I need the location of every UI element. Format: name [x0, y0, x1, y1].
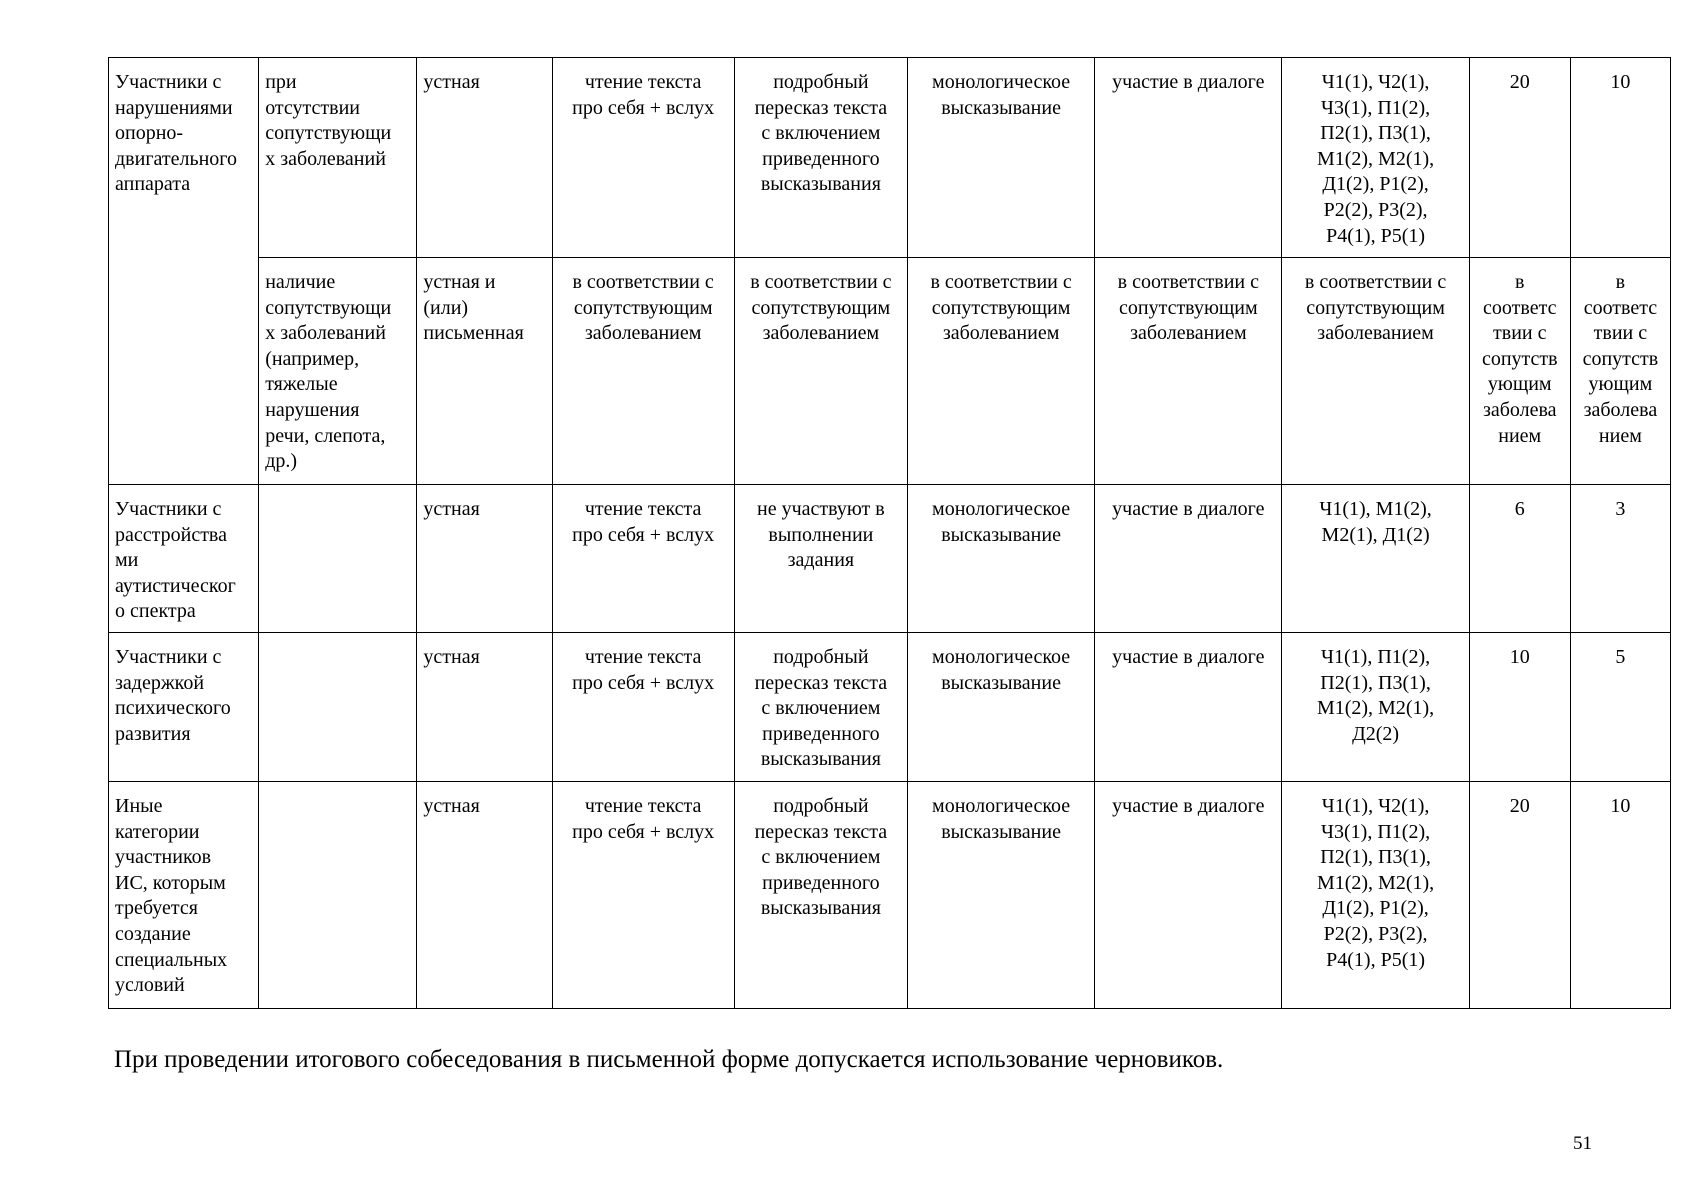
- cell-text-line: нием: [1598, 424, 1642, 447]
- cell-text-line: про себя + вслух: [572, 523, 715, 546]
- dialogue-cell: [1095, 782, 1282, 1009]
- cell-text-line: специальных: [115, 948, 228, 971]
- cell-text-line: участие в диалоге: [1112, 646, 1265, 668]
- cell-text-line: сопутствующим: [751, 296, 891, 319]
- cell-text-line: Д2(2): [1352, 722, 1400, 745]
- cell-text-line: х заболеваний: [265, 147, 386, 170]
- cell-text-line: условий: [115, 974, 185, 997]
- cell-text-line: Ч3(1), П1(2),: [1321, 96, 1431, 119]
- cell-text-line: развития: [115, 722, 191, 745]
- max-score-cell: [1469, 782, 1570, 1009]
- retelling-cell: [734, 485, 907, 633]
- cell-text-line: речи, слепота,: [265, 424, 386, 447]
- retelling-cell: [734, 58, 907, 258]
- cell-text-line: (например,: [265, 347, 360, 370]
- cell-text-line: Участники с: [115, 71, 222, 93]
- cell-text-line: требуется: [115, 897, 198, 920]
- cell-text-line: ующим: [1487, 373, 1552, 396]
- retelling-cell: [734, 633, 907, 782]
- cell-text-line: Ч1(1), П1(2),: [1321, 646, 1431, 668]
- reading-cell: [552, 633, 734, 782]
- drafts-note: При проведении итогового собеседования в письменной форме допускается использование черновиков.: [114, 1046, 1224, 1073]
- cell-text-line: высказывания: [760, 748, 881, 771]
- cell-text-line: устная: [423, 795, 480, 817]
- cell-text-line: соответс: [1583, 296, 1658, 319]
- cell-text-line: Участники с: [115, 646, 222, 668]
- cell-text-line: П2(1), П3(1),: [1320, 122, 1431, 145]
- cell-text-line: Р4(1), Р5(1): [1326, 948, 1426, 971]
- condition-cell: [259, 485, 417, 633]
- cell-text-line: подробный: [773, 646, 869, 668]
- max-score-cell: [1469, 633, 1570, 782]
- reading-cell: [552, 258, 734, 485]
- cell-text-line: заболева: [1583, 398, 1658, 421]
- monologue-cell: [907, 485, 1094, 633]
- cell-text-line: высказывание: [941, 820, 1061, 843]
- max-score-cell: [1469, 258, 1570, 485]
- cell-text-line: сопутствующим: [1119, 296, 1258, 319]
- cell-text-line: М1(2), М2(1),: [1316, 147, 1435, 170]
- cell-text-line: Ч3(1), П1(2),: [1321, 820, 1431, 843]
- table-row: [109, 485, 1671, 633]
- cell-text-line: заболеванием: [1130, 322, 1247, 345]
- cell-text-line: М1(2), М2(1),: [1316, 871, 1435, 894]
- cell-text-line: П2(1), П3(1),: [1320, 671, 1431, 694]
- cell-text-line: твии с: [1593, 322, 1648, 345]
- cell-text-line: высказывания: [760, 173, 881, 196]
- cell-text-line: про себя + вслух: [572, 671, 715, 694]
- cell-text-line: подробный: [773, 795, 869, 817]
- condition-cell: [259, 58, 417, 258]
- cell-text-line: создание: [115, 922, 191, 945]
- table-row: [109, 58, 1671, 258]
- min-score-cell: [1570, 633, 1670, 782]
- form-cell: [417, 258, 552, 485]
- monologue-cell: [907, 782, 1094, 1009]
- cell-text-line: приведенного: [762, 722, 880, 745]
- cell-text-line: устная: [423, 646, 480, 668]
- cell-text-line: высказывания: [760, 897, 881, 920]
- reading-cell: [552, 485, 734, 633]
- cell-text-line: устная и: [423, 271, 496, 293]
- cell-text-line: с включением: [761, 122, 881, 145]
- cell-text-line: сопутствующим: [931, 296, 1071, 319]
- min-score-cell: [1570, 58, 1670, 258]
- cell-text-line: чтение текста: [584, 795, 702, 817]
- criteria-cell: [1282, 258, 1469, 485]
- cell-text-line: заболеванием: [762, 322, 880, 345]
- cell-text-line: Ч1(1), М1(2),: [1319, 498, 1432, 520]
- min-score-cell: [1570, 782, 1670, 1009]
- cell-text-line: двигательного: [115, 147, 238, 170]
- cell-text-line: с включением: [761, 697, 881, 720]
- cell-text-line: нием: [1498, 424, 1542, 447]
- cell-text-line: в соответствии с: [750, 271, 892, 293]
- cell-text-line: с включением: [761, 846, 881, 869]
- cell-text-line: 20: [1509, 71, 1530, 93]
- cell-text-line: (или): [423, 296, 469, 319]
- cell-text-line: чтение текста: [584, 646, 702, 668]
- max-score-cell: [1469, 485, 1570, 633]
- cell-text-line: монологическое: [932, 646, 1071, 668]
- cell-text-line: в: [1515, 271, 1525, 293]
- cell-text-line: чтение текста: [584, 498, 702, 520]
- cell-text-line: категории: [115, 820, 200, 843]
- cell-text-line: высказывание: [941, 671, 1061, 694]
- condition-cell: [259, 633, 417, 782]
- cell-text-line: заболева: [1482, 398, 1557, 421]
- cell-text-line: 5: [1615, 646, 1626, 668]
- cell-text-line: х заболеваний: [265, 322, 386, 345]
- cell-text-line: 10: [1610, 71, 1631, 93]
- cell-text-line: Иные: [115, 795, 163, 817]
- cell-text-line: устная: [423, 498, 480, 520]
- cell-text-line: Р4(1), Р5(1): [1326, 224, 1426, 247]
- form-cell: [417, 782, 552, 1009]
- monologue-cell: [907, 633, 1094, 782]
- cell-text-line: пересказ текста: [754, 820, 888, 843]
- cell-text-line: монологическое: [932, 498, 1071, 520]
- cell-text-line: Р2(2), Р3(2),: [1323, 198, 1428, 221]
- cell-text-line: 6: [1514, 498, 1525, 520]
- dialogue-cell: [1095, 258, 1282, 485]
- cell-text-line: ИС, которым: [115, 871, 226, 894]
- cell-text-line: тяжелые: [265, 373, 338, 396]
- cell-text-line: устная: [423, 71, 480, 93]
- category-cell: [109, 485, 259, 633]
- criteria-cell: [1282, 58, 1469, 258]
- criteria-cell: [1282, 485, 1469, 633]
- cell-text-line: чтение текста: [584, 71, 702, 93]
- dialogue-cell: [1095, 58, 1282, 258]
- cell-text-line: Ч1(1), Ч2(1),: [1321, 795, 1430, 817]
- cell-text-line: отсутствии: [265, 96, 360, 119]
- cell-text-line: при: [265, 71, 297, 93]
- cell-text-line: сопутствующим: [1306, 296, 1445, 319]
- cell-text-line: о спектра: [115, 600, 196, 623]
- cell-text-line: монологическое: [932, 71, 1071, 93]
- criteria-cell: [1282, 782, 1469, 1009]
- cell-text-line: 20: [1509, 795, 1530, 817]
- cell-text-line: участников: [115, 846, 212, 869]
- cell-text-line: ующим: [1588, 373, 1653, 396]
- cell-text-line: соответс: [1483, 296, 1557, 319]
- category-cell: [109, 58, 259, 485]
- cell-text-line: задания: [787, 549, 855, 572]
- max-score-cell: [1469, 58, 1570, 258]
- reading-cell: [552, 782, 734, 1009]
- cell-text-line: др.): [265, 450, 298, 473]
- cell-text-line: М1(2), М2(1),: [1316, 697, 1435, 720]
- cell-text-line: аппарата: [115, 173, 191, 196]
- cell-text-line: задержкой: [115, 671, 205, 694]
- cell-text-line: монологическое: [932, 795, 1071, 817]
- cell-text-line: наличие: [265, 271, 336, 293]
- monologue-cell: [907, 58, 1094, 258]
- dialogue-cell: [1095, 485, 1282, 633]
- table-row: [109, 633, 1671, 782]
- form-cell: [417, 633, 552, 782]
- retelling-cell: [734, 782, 907, 1009]
- cell-text-line: нарушения: [265, 398, 360, 421]
- cell-text-line: высказывание: [941, 96, 1061, 119]
- cell-text-line: Д1(2), Р1(2),: [1322, 173, 1429, 196]
- cell-text-line: в: [1615, 271, 1626, 293]
- cell-text-line: аутистическог: [115, 574, 236, 597]
- cell-text-line: в соответствии с: [572, 271, 714, 293]
- cell-text-line: участие в диалоге: [1112, 71, 1265, 93]
- cell-text-line: заболеванием: [584, 322, 702, 345]
- cell-text-line: высказывание: [941, 523, 1061, 546]
- cell-text-line: пересказ текста: [754, 96, 888, 119]
- cell-text-line: сопутств: [1582, 347, 1659, 370]
- cell-text-line: в соответствии с: [930, 271, 1072, 293]
- cell-text-line: приведенного: [762, 147, 880, 170]
- cell-text-line: сопутствующи: [265, 296, 392, 319]
- cell-text-line: в соответствии с: [1117, 271, 1259, 293]
- cell-text-line: опорно-: [115, 122, 184, 145]
- cell-text-line: выполнении: [768, 523, 874, 546]
- cell-text-line: Д1(2), Р1(2),: [1322, 897, 1429, 920]
- dialogue-cell: [1095, 633, 1282, 782]
- category-cell: [109, 633, 259, 782]
- cell-text-line: пересказ текста: [754, 671, 888, 694]
- cell-text-line: приведенного: [762, 871, 880, 894]
- cell-text-line: в соответствии с: [1304, 271, 1447, 293]
- page-number: 51: [1573, 1133, 1592, 1154]
- min-score-cell: [1570, 258, 1670, 485]
- cell-text-line: 3: [1615, 498, 1626, 520]
- monologue-cell: [907, 258, 1094, 485]
- table-row: [109, 782, 1671, 1009]
- cell-text-line: ми: [115, 549, 139, 572]
- retelling-cell: [734, 258, 907, 485]
- min-score-cell: [1570, 485, 1670, 633]
- cell-text-line: Р2(2), Р3(2),: [1323, 922, 1428, 945]
- cell-text-line: про себя + вслух: [572, 820, 715, 843]
- cell-text-line: психического: [115, 697, 231, 720]
- conditions-table: [108, 57, 1671, 1009]
- cell-text-line: заболеванием: [1317, 322, 1434, 345]
- reading-cell: [552, 58, 734, 258]
- cell-text-line: про себя + вслух: [572, 96, 715, 119]
- cell-text-line: Участники с: [115, 498, 222, 520]
- cell-text-line: заболеванием: [942, 322, 1060, 345]
- cell-text-line: 10: [1509, 646, 1530, 668]
- cell-text-line: М2(1), Д1(2): [1321, 523, 1430, 546]
- cell-text-line: сопутствующим: [573, 296, 713, 319]
- cell-text-line: расстройства: [115, 523, 227, 546]
- cell-text-line: 10: [1610, 795, 1631, 817]
- cell-text-line: П2(1), П3(1),: [1320, 846, 1431, 869]
- condition-cell: [259, 258, 417, 485]
- table-row: [109, 258, 1671, 485]
- cell-text-line: участие в диалоге: [1112, 795, 1265, 817]
- cell-text-line: твии с: [1493, 322, 1547, 345]
- cell-text-line: Ч1(1), Ч2(1),: [1321, 71, 1430, 93]
- category-cell: [109, 782, 259, 1009]
- cell-text-line: участие в диалоге: [1112, 498, 1265, 520]
- condition-cell: [259, 782, 417, 1009]
- cell-text-line: подробный: [773, 71, 869, 93]
- cell-text-line: письменная: [423, 322, 524, 345]
- criteria-cell: [1282, 633, 1469, 782]
- cell-text-line: сопутств: [1481, 347, 1558, 370]
- form-cell: [417, 485, 552, 633]
- cell-text-line: нарушениями: [115, 96, 233, 119]
- form-cell: [417, 58, 552, 258]
- cell-text-line: не участвуют в: [756, 498, 885, 520]
- cell-text-line: сопутствующи: [265, 122, 392, 145]
